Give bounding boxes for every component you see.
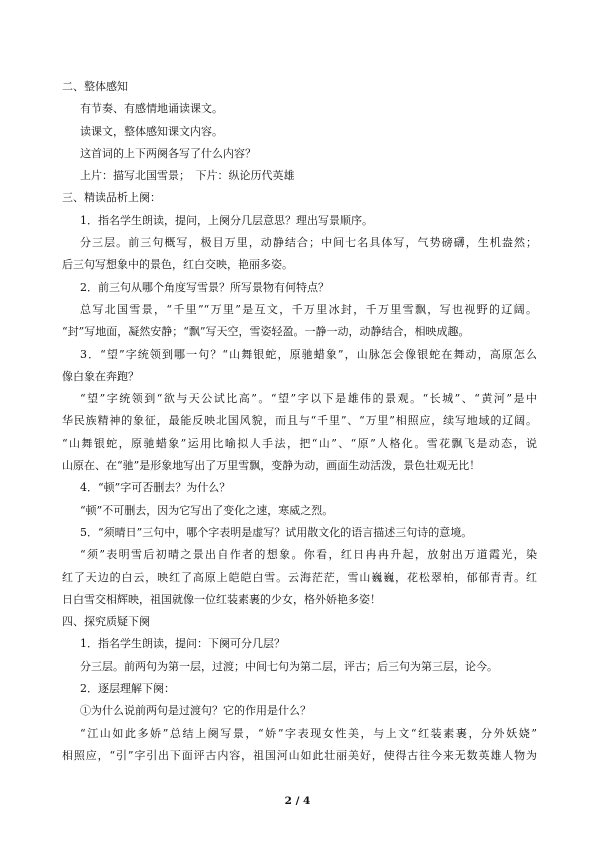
answer-line: 华民族精神的象征，最能反映北国风貌，而且与“千里”、“万里”相照应，续写地域的辽阔。 (62, 414, 537, 428)
answer-line: 分三层。前两句为第一层，过渡；中间七句为第二层，评古；后三句为第三层，论今。 (80, 659, 498, 673)
question-line: 1．指名学生朗读，提问：下阕可分几层？ (80, 637, 285, 651)
answer-line: 红了天边的白云，映红了高原上皑皑白雪。云海茫茫，雪山巍巍，花松翠柏，郁郁青青。红 (62, 570, 537, 584)
section-heading: 四、探究质疑下阕 (62, 615, 150, 629)
question-line: 1．指名学生朗读，提问，上阕分几层意思？理出写景顺序。 (80, 213, 373, 227)
answer-line: 分三层。前三句概写，极目万里，动静结合；中间七名具体写，气势磅礴，生机盎然； (80, 236, 537, 250)
answer-line: “须”表明雪后初晴之景出自作者的想象。你看，红日冉冉升起，放射出万道霞光，染 (80, 548, 537, 562)
answer-line: 总写北国雪景，“千里”“万里”是互文，千万里冰封，千万里雪飘，写也视野的辽阔。 (80, 302, 537, 316)
question-line: 4．“顿”字可否删去？为什么？ (80, 481, 231, 495)
answer-line: “顿”不可删去，因为它写出了变化之速，寒威之烈。 (80, 503, 334, 517)
question-line: 像白象在奔跑？ (62, 369, 139, 383)
question-line: 5．“须晴日”三句中，哪个字表明是虚写？试用散文化的语言描述三句诗的意境。 (80, 525, 473, 539)
section-heading: 三、精读品析上阕： (62, 191, 161, 205)
section-heading: 二、整体感知 (62, 80, 128, 93)
answer-line: 上片：描写北国雪景； 下片：纵论历代英雄 (80, 169, 295, 183)
text-line: 读课文，整体感知课文内容。 (80, 124, 223, 138)
answer-line: “望”字统领到“欲与天公试比高”。“望”字以下是雄伟的景观。“长城”、“黄河”是中 (80, 392, 537, 406)
answer-line: 日白雪交相辉映，祖国就像一位红装素裹的少女，格外娇艳多姿！ (62, 592, 381, 606)
answer-line: 山原在、在“驰”是形象地写出了万里雪飘，变静为动，画面生动活泼，景色壮观无比！ (62, 459, 481, 473)
question-line: 2．逐层理解下阕： (80, 682, 175, 696)
question-line: 2．前三句从哪个角度写雪景？所写景物有何特点？ (80, 280, 329, 294)
answer-line: “封”写地面，凝然安静；“飘”写天空，雪姿轻盈。一静一动，动静结合，相映成趣。 (62, 325, 470, 339)
answer-line: “山舞银蛇，原驰蜡象”运用比喻拟人手法，把“山”、“原”人格化。雪花飘飞是动态，说 (62, 436, 537, 450)
page-number: 2 / 4 (284, 795, 311, 807)
document-body (62, 76, 537, 767)
question-line: 3．“望”字统领到哪一句？“山舞银蛇，原驰蜡象”，山脉怎会像银蛇在舞动，高原怎么 (80, 347, 537, 361)
answer-line: 相照应，“引”字引出下面评古内容，祖国河山如此壮丽美好，使得古往今来无数英雄人物为 (62, 748, 537, 762)
question-line: ①为什么说前两句是过渡句？它的作用是什么？ (80, 704, 311, 718)
text-line: 有节奏、有感情地诵读课文。 (80, 102, 223, 116)
answer-line: 后三句写想象中的景色，红白交映，艳丽多姿。 (62, 258, 293, 272)
question-line: 这首词的上下两阕各写了什么内容？ (80, 146, 256, 160)
answer-line: “江山如此多娇”总结上阕写景，“娇”字表现女性美，与上文“红装素裹，分外妖娆” (80, 726, 537, 740)
